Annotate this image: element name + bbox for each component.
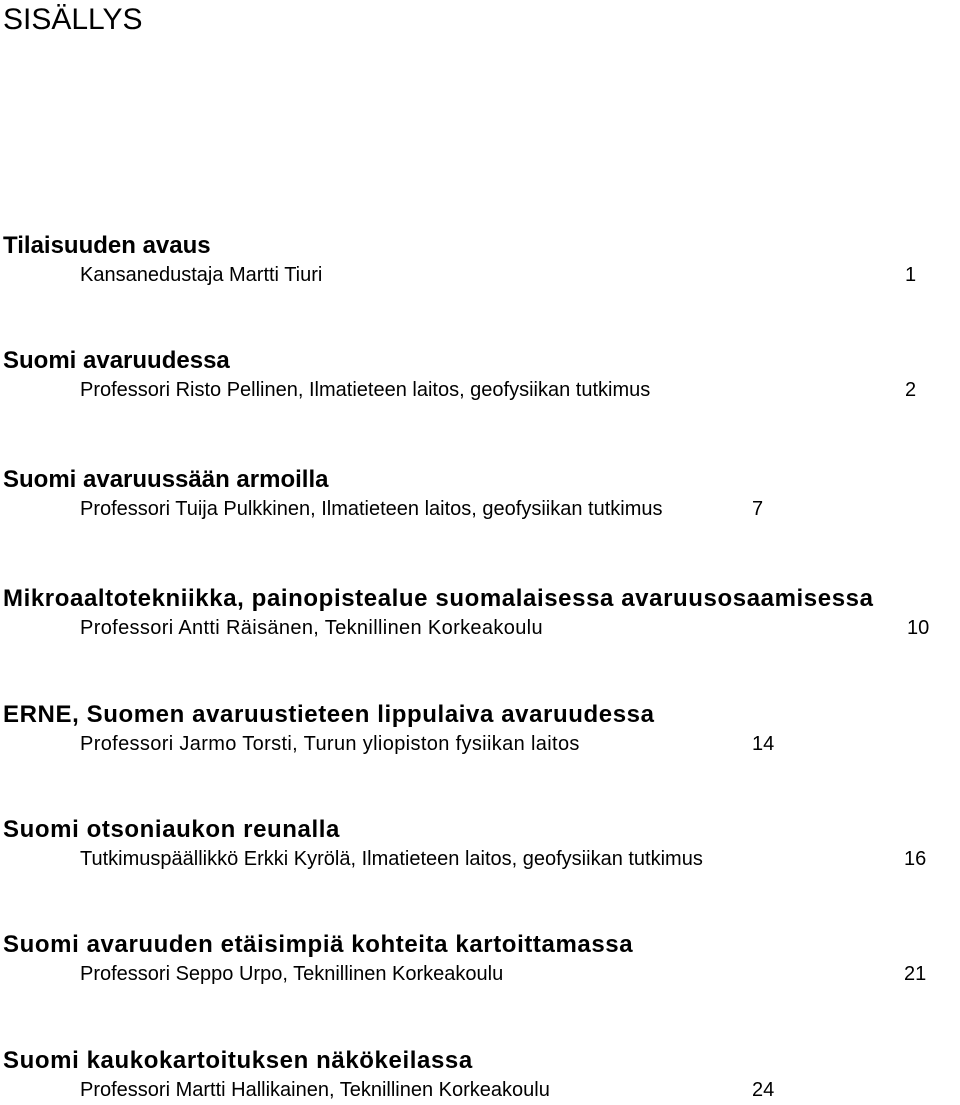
toc-page-number: 10 — [907, 617, 930, 639]
toc-page-number: 2 — [905, 379, 917, 401]
page-title: SISÄLLYS — [3, 3, 143, 36]
toc-heading: Suomi avaruuden etäisimpiä kohteita kartoittamassa — [3, 931, 634, 958]
toc-subtitle: Tutkimuspäällikkö Erkki Kyrölä, Ilmatieteen laitos, geofysiikan tutkimus — [80, 848, 703, 870]
toc-subtitle: Kansanedustaja Martti Tiuri — [80, 264, 323, 286]
toc-heading: Suomi otsoniaukon reunalla — [3, 816, 340, 843]
toc-page-number: 7 — [752, 498, 764, 520]
toc-subtitle: Professori Tuija Pulkkinen, Ilmatieteen laitos, geofysiikan tutkimus — [80, 498, 663, 520]
toc-subtitle: Professori Jarmo Torsti, Turun yliopiston fysiikan laitos — [80, 733, 580, 755]
toc-heading: Suomi kaukokartoituksen näkökeilassa — [3, 1047, 473, 1074]
toc-heading: Suomi avaruussään armoilla — [3, 466, 329, 493]
toc-heading: Suomi avaruudessa — [3, 347, 230, 374]
toc-subtitle: Professori Antti Räisänen, Teknillinen Korkeakoulu — [80, 617, 543, 639]
toc-subtitle: Professori Martti Hallikainen, Teknillinen Korkeakoulu — [80, 1079, 550, 1101]
toc-page-number: 24 — [752, 1079, 775, 1101]
toc-page-number: 14 — [752, 733, 775, 755]
toc-subtitle: Professori Seppo Urpo, Teknillinen Korkeakoulu — [80, 963, 504, 985]
toc-subtitle: Professori Risto Pellinen, Ilmatieteen laitos, geofysiikan tutkimus — [80, 379, 651, 401]
toc-heading: Tilaisuuden avaus — [3, 232, 211, 259]
toc-heading: Mikroaaltotekniikka, painopistealue suomalaisessa avaruusosaamisessa — [3, 585, 874, 612]
toc-heading: ERNE, Suomen avaruustieteen lippulaiva avaruudessa — [3, 701, 655, 728]
toc-page-number: 16 — [904, 848, 927, 870]
toc-page-number: 21 — [904, 963, 927, 985]
toc-page-number: 1 — [905, 264, 917, 286]
